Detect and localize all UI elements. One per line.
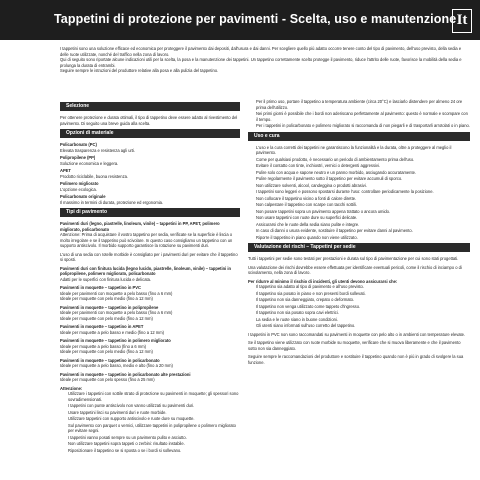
- risk-item: • Gli utenti siano informati sull'uso corretto del tappetino.: [256, 323, 470, 329]
- material-desc: Elevata trasparenza e resistenza agli urti.: [60, 147, 136, 153]
- carpet-block-line: Ideale per pavimenti con moquette a pelo basso (fino a 6 mm): [60, 290, 173, 296]
- section-heading-materials: Opzioni di materiale: [60, 129, 240, 138]
- floor-type-subheading: Pavimenti duri (legno, piastrelle, linoleum, vinile) – tappetini in PP, APET, polimero migliorato, policarbonato: [60, 221, 220, 232]
- attention-item: • Non utilizzare tappetini sopra tappeti o zerbini: risultato instabile.: [68, 441, 240, 447]
- carpet-block-title: Pavimenti in moquette – tappetino in polimero migliorato: [60, 338, 171, 343]
- use-care-item: • Non collocare il tappetino vicino a fonti di calore dirette.: [256, 196, 470, 202]
- risk-paragraph: Per ridurre al minimo il rischio di incidenti, gli utenti devono assicurarsi che:: [248, 278, 398, 284]
- material-desc: L'opzione ecologica.: [60, 186, 97, 192]
- left-column: [60, 99, 240, 477]
- attention-item: • Sul pavimento con parquet o vernici, utilizzare tappetini in polipropilene o polimero migliorato per evitare segni.: [68, 423, 240, 434]
- attention-item: • I tappetini vanno posati sempre su un pavimento pulito e asciutto.: [68, 435, 240, 441]
- section-heading-risk: Valutazione dei rischi – Tappetini per sedie: [248, 243, 470, 252]
- carpet-block-line: Ideale per moquette con pelo medio (fino a 12 mm): [60, 315, 153, 321]
- risk-item: • Il tappetino sia posato in piano e non presenti bordi sollevati.: [256, 291, 470, 297]
- risk-closing-paragraph: Seguire sempre le raccomandazioni del produttore e sostituire il tappetino quando non è più in grado di svolgere la sua funzione.: [248, 354, 464, 365]
- use-care-item: • Evitare il contatto con tinte, inchiostri, vernici o detergenti aggressivi.: [256, 163, 470, 169]
- use-care-item: • I tappetini sono leggeri e possono spostarsi durante l'uso: controllare periodicamente la posizione.: [256, 189, 470, 195]
- carpet-block: [60, 324, 240, 335]
- use-care-list: [248, 145, 470, 241]
- attention-item: • Utilizzare i tappetini con sottile strato di protezione su pavimenti in moquette; gli spessori sono sovradimensionati.: [68, 391, 240, 402]
- attention-item: • I tappetini con punte antiscivolo non vanno utilizzati su pavimenti duri.: [68, 403, 240, 409]
- intro-paragraph: Qui di seguito sono riportate alcune indicazioni utili per la scelta, la posa e la manutenzione dei tappetini. Un tappetino correttamente scelto protegge il pavimento, riduce l'attrito delle ruote, favorisce la mobilità della sedia e prolunga la durata di entrambi.: [60, 57, 462, 68]
- risk-paragraphs: [248, 256, 470, 284]
- use-care-item: • Pulire solo con acqua e sapone neutro e un panno morbido, asciugando accuratamente.: [256, 170, 470, 176]
- attention-item: • Utilizzare tappetini con supporto antiscivolo e ruote dure su moquette.: [68, 416, 240, 422]
- use-care-item: • Non usare tappetini con ruote dure su superfici delicate.: [256, 215, 470, 221]
- risk-item: • La sedia e le ruote siano in buone condizioni.: [256, 317, 470, 323]
- material-name: Polimero migliorato: [60, 181, 99, 186]
- carpet-block-line: Ideale per moquette a pelo basso, medio e alto (fino a 20 mm): [60, 363, 173, 368]
- floor-type-text: Attenzione: Prima di acquistare il vostro tappetino per sedia, verificate se la superficie è liscia o molto irregolare e se il tappetino può scivolare. In questo caso consigliamo un tappetino con un supporto antiscivolo. Il morbido supporto garantisce la rotazione su pavimenti duri.: [60, 232, 233, 248]
- carpet-block-title: Pavimenti in moquette – tappetino in polipropilene: [60, 304, 159, 310]
- attention-heading: Attenzione:: [60, 385, 83, 391]
- list-item: • Per il primo uso, portare il tappetino a temperatura ambiente (circa 20°C) e lasciarlo distendere per almeno 24 ore prima dell'utilizzo.: [256, 99, 470, 110]
- risk-closing: [248, 332, 470, 366]
- risk-item: • Il tappetino non sia danneggiato, crepato o deformato.: [256, 297, 470, 303]
- use-care-item: • Non posare tappetini sopra un pavimento appena trattato o ancora umido.: [256, 209, 470, 215]
- page-title: Tappetini di protezione per pavimenti - Scelta, uso e manutenzione: [54, 12, 457, 26]
- material-desc: Il massimo in termini di durata, protezione ed ergonomia.: [60, 199, 164, 205]
- intro-section: [60, 46, 470, 74]
- carpet-block-title: Pavimenti in moquette – tappetino in PVC: [60, 285, 141, 290]
- risk-list: [248, 284, 470, 329]
- carpet-block-line: Ideale per moquette a pelo basso (fino a 6 mm): [60, 343, 147, 349]
- top-list: [248, 99, 470, 129]
- floor-type-subheading: Pavimenti duri con finitura lucida (legno lucido, piastrelle, linoleum, vinile) – tappetini in polipropilene, polimero migliorato, policarbonato: [60, 265, 232, 276]
- carpet-block: [60, 285, 240, 302]
- list-item: • Per i tappetini in policarbonato e polimero migliorato si raccomanda di non piegarli e di trasportarli arrotolati o in piano.: [256, 123, 470, 129]
- use-care-item: • Pulire regolarmente il pavimento sotto il tappetino per evitare accumuli di sporco.: [256, 176, 470, 182]
- use-care-item: • Come per qualsiasi prodotto, è necessario un periodo di ambientamento prima dell'uso.: [256, 157, 470, 163]
- section-heading-selection: Selezione: [60, 102, 240, 111]
- floor-type-text: Adatti per le superfici con finitura lucida e delicata.: [60, 276, 152, 282]
- intro-paragraph: Seguire sempre le istruzioni del produttore relative alla posa e alla pulizia del tappetino.: [60, 68, 219, 74]
- materials-list: [60, 142, 240, 205]
- attention-item: • Usare tappetini lisci su pavimenti duri e ruote morbide.: [68, 410, 240, 416]
- right-column: [248, 99, 470, 477]
- intro-paragraph: I tappetini sono una soluzione efficace ed economica per proteggere il pavimento dai depositi, dall'usura e dai danni. Per scegliere quello più adatto occorre tenere conto del tipo di pavimento, dell'uso previsto, della sedia e delle ruote utilizzate, nonché del traffico nella zona di lavoro.: [60, 46, 462, 57]
- risk-paragraph: Una valutazione dei rischi dovrebbe essere effettuata per identificare eventuali pericoli, come il rischio di inciampo o di scivolamento, nella zona di lavoro.: [248, 264, 462, 275]
- risk-closing-paragraph: Se il tappetino viene utilizzato con ruote morbide su moquette, verificare che si muova liberamente e che il pavimento sotto non sia danneggiato.: [248, 340, 461, 351]
- carpet-block: [60, 358, 240, 369]
- material-name: Polipropilene (PP): [60, 155, 96, 160]
- carpet-block: [60, 305, 240, 322]
- carpet-block: [60, 372, 240, 383]
- carpet-block-line: Ideale per moquette a pelo basso e medio (fino a 12 mm): [60, 329, 164, 335]
- material-name: Policarbonato (PC): [60, 142, 97, 147]
- material-desc: Soluzione economica e leggera.: [60, 160, 119, 166]
- attention-item: • Riposizionare il tappetino se si sposta o se i bordi si sollevano.: [68, 448, 240, 454]
- carpet-block-title: Pavimenti in moquette – tappetino in policarbonato alte prestazioni: [60, 371, 191, 377]
- material-name: APET: [60, 168, 71, 173]
- floor-type-text: L'uso di una sedia con rotelle morbide è consigliato per i pavimenti duri per evitare che il tappetino si sposti.: [60, 251, 238, 262]
- brand-logo: It: [452, 9, 472, 33]
- material-desc: Prodotto riciclabile, buona resistenza.: [60, 173, 129, 179]
- use-care-item: • L'uso e la cura corretti dei tappetini ne garantiscono la funzionalità e la durata, oltre a proteggere al meglio il pavimento.: [256, 145, 470, 156]
- use-care-item: • Non calpestare il tappetino con scarpe con tacchi sottili.: [256, 202, 470, 208]
- use-care-item: • Riporre il tappetino in piano quando non viene utilizzato.: [256, 235, 470, 241]
- header-bar: [0, 0, 480, 40]
- risk-closing-paragraph: I tappetini in PVC non sono raccomandati su pavimenti in moquette con pelo alto o in ambienti con temperature elevate.: [248, 331, 466, 337]
- use-care-item: • Non utilizzare solventi, alcool, candeggina o prodotti abrasivi.: [256, 183, 470, 189]
- risk-item: • Il tappetino sia adatto al tipo di pavimento e all'uso previsto.: [256, 284, 470, 290]
- carpet-block-line: Ideale per moquette con pelo medio (fino a 12 mm): [60, 349, 153, 354]
- material-name: Policarbonato originale: [60, 194, 106, 199]
- selection-text: Per ottenere protezione e durata ottimali, il tipo di tappetino deve essere adatto al rivestimento del pavimento. Di seguito una breve guida alla scelta.: [60, 115, 238, 126]
- risk-paragraph: Tutti i tappetini per sedie sono testati per prestazioni e durata sul tipo di pavimentazione per cui sono stati progettati.: [248, 256, 459, 261]
- use-care-item: • In caso di danni o usura evidente, sostituire il tappetino per evitare danni al pavimento.: [256, 228, 470, 234]
- section-heading-floor-types: Tipi di pavimento: [60, 208, 240, 217]
- carpet-block-line: Ideale per pavimenti con moquette a pelo basso (fino a 6 mm): [60, 310, 173, 315]
- carpet-block: [60, 338, 240, 355]
- carpet-block-title: Pavimenti in moquette – tappetino in APET: [60, 324, 144, 329]
- risk-item: • Il tappetino non venga utilizzato come tappeto d'ingresso.: [256, 304, 470, 310]
- list-item: • Nei primi giorni è possibile che i bordi non aderiscano perfettamente al pavimento: questo è normale e scompare con il tempo.: [256, 111, 470, 122]
- attention-list: [60, 391, 240, 453]
- risk-item: • Il tappetino non sia posato sopra cavi elettrici.: [256, 310, 470, 316]
- use-care-item: • Assicurarsi che le ruote della sedia siano pulite e integre.: [256, 222, 470, 228]
- carpet-block-line: Ideale per moquette con pelo spesso (fino a 25 mm): [60, 377, 155, 382]
- carpet-block-line: Ideale per moquette con pelo medio (fino a 12 mm): [60, 296, 153, 301]
- carpet-block-title: Pavimenti in moquette – tappetino in policarbonato: [60, 357, 160, 363]
- section-heading-use: Uso e cura: [248, 132, 470, 141]
- carpet-blocks: [60, 285, 240, 383]
